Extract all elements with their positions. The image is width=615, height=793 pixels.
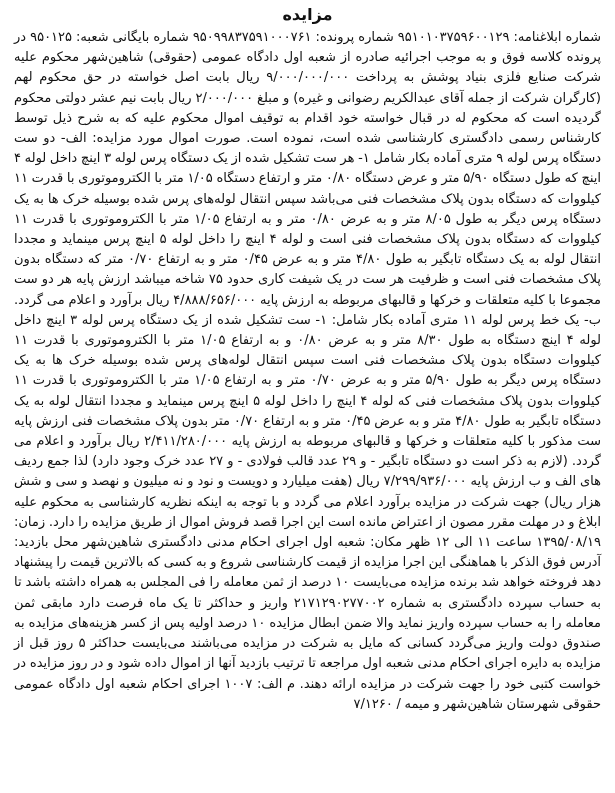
notice-title: مزایده (282, 5, 333, 24)
notice-body: شماره ابلاغنامه: ۹۵۱۰۱۰۳۷۵۹۶۰۰۱۲۹ شماره پرونده: ۹۵۰۹۹۸۳۷۵۹۱۰۰۰۷۶۱ شماره بایگانی شعبه: ۹۵۰۱۲۵ در پرونده کلاسه فوق و به موجب اجرائیه صادره از شعبه اول دادگاه عمومی (حقوقی) شاهین‌شهر محکوم علیه شرکت صنایع فلزی بنیاد پوشش به پرداخت ۹/۰۰۰/۰۰۰/۰۰۰ ریال بابت اصل خواسته در حق محکوم لهم (کارگران شرکت از جمله آقای عبدالکریم رضوانی و غیره) و مبلغ ۲/۰۰۰/۰۰۰ ریال بابت نیم عشر دولتی محکوم گردیده است که محکوم له در قبال خواسته خود اقدام به توقیف اموال محکوم علیه که به شرح ذیل توسط کارشناس رسمی دادگستری کارشناسی شده است، نموده است. صورت اموال مورد مزایده: الف- دو ست دستگاه پرس لوله ۹ متری آماده بکار شامل ۱- هر ست تشکیل شده از یک دستگاه پرس لوله ۳ اینچ داخل لوله ۴ اینچ که طول دستگاه ۵/۹۰ متر و عرض دستگاه ۰/۸۰ متر و ارتفاع دستگاه ۱/۰۵ متر با الکتروموتوری با قدرت ۱۱ کیلووات که دستگاه بدون پلاک مشخصات فنی می‌باشد سپس انتقال لوله‌های پرس شده بوسیله خرک ها به یک دستگاه پرس دیگر به طول ۸/۰۵ متر و به عرض ۰/۸۰ متر و به ارتفاع ۱/۰۵ متر با الکتروموتوری با قدرت ۱۱ کیلووات که دستگاه بدون پلاک مشخصات فنی است و لوله ۴ اینچ را داخل لوله ۵ اینچ پرس مینماید و مجددا انتقال لوله به یک دستگاه تابگیر به طول ۴/۸۰ متر و به عرض ۰/۴۵ متر و به ارتفاع ۰/۷۰ متر که دستگاه بدون پلاک مشخصات فنی است و ظرفیت هر ست در یک شیفت کاری حدود ۷۵ شاخه میباشد ارزش پایه هر دو ست مجموعا با کلیه متعلقات و خرکها و قالبهای مربوطه به ارزش پایه ۴/۸۸۸/۶۵۶/۰۰۰ ریال برآورد و اعلام می گردد. ب- یک خط پرس لوله ۱۱ متری آماده بکار شامل: ۱- ست تشکیل شده از یک دستگاه پرس لوله ۳ اینچ داخل لوله ۴ اینچ دستگاه به طول ۸/۳۰ متر و به عرض ۰/۸۰ و به ارتفاع ۱/۰۵ متر با الکتروموتوری با قدرت ۱۱ کیلووات دستگاه بدون پلاک مشخصات فنی است سپس انتقال لوله‌های پرس شده بوسیله خرک ها به یک دستگاه پرس دیگر به طول ۵/۹۰ متر و به عرض ۰/۷۰ متر و به ارتفاع ۱/۰۵ متر با الکتروموتوری با قدرت ۱۱ کیلووات بدون پلاک مشخصات فنی که لوله ۴ اینچ را داخل لوله ۵ اینچ پرس مینماید و مجددا انتقال لوله به یک دستگاه تابگیر به طول ۴/۸۰ متر و به عرض ۰/۴۵ متر و به ارتفاع ۰/۷۰ متر بدون پلاک مشخصات فنی ارزش پایه ست مذکور با کلیه متعلقات و خرکها و قالبهای مربوطه به ارزش پایه ۲/۴۱۱/۲۸۰/۰۰۰ ریال برآورد و اعلام می گردد. (لازم به ذکر است دو دستگاه تابگیر - و ۲۹ عدد قالب فولادی - و ۲۷ عدد خرک وجود دارد) لذا جمع ردیف های الف و ب ارزش پایه ۷/۲۹۹/۹۳۶/۰۰۰ ریال (هفت میلیارد و دویست و نود و نه میلیون و نهصد و سی و شش هزار ریال) جهت شرکت در مزایده برآورد اعلام می گردد و با توجه به اینکه نظریه کارشناسی به محکوم علیه ابلاغ و در مهلت مقرر مصون از اعتراض مانده است این اجرا قصد فروش اموال از طریق مزایده را دارد. زمان: ۱۳۹۵/۰۸/۱۹ ساعت ۱۱ الی ۱۲ ظهر مکان: شعبه اول اجرای احکام مدنی دادگستری شاهین‌شهر محل بازدید: آدرس فوق الذکر با هماهنگی این اجرا مزایده از قیمت کارشناسی شروع و به کسی که بالاترین قیمت را پیشنهاد دهد فروخته خواهد شد برنده مزایده می‌بایست ۱۰ درصد از ثمن معامله را فی المجلس به همراه داشته باشد تا به حساب سپرده دادگستری به شماره ۲۱۷۱۲۹۰۲۷۷۰۰۲ واریز و حداکثر تا یک ماه فرصت دارد مابقی ثمن معامله را به حساب سپرده واریز نماید والا ضمن ابطال مزایده ۱۰ درصد اولیه پس از کسر هزینه‌های مزایده به صندوق دولت واریز می‌گردد کسانی که مایل به شرکت در مزایده می‌باشند می‌بایست حداکثر ۵ روز قبل از مزایده به دایره اجرای احکام مدنی شعبه اول مراجعه تا ترتیب بازدید آنها از اموال داده شود و در روز مزایده در خواست کتبی خود را جهت شرکت در مزایده ارائه دهند. م الف: ۱۰۰۷ اجرای احکام شعبه اول دادگاه عمومی حقوقی شهرستان شاهین‌شهر و میمه / ۷/۱۲۶۰ (14, 30, 602, 712)
